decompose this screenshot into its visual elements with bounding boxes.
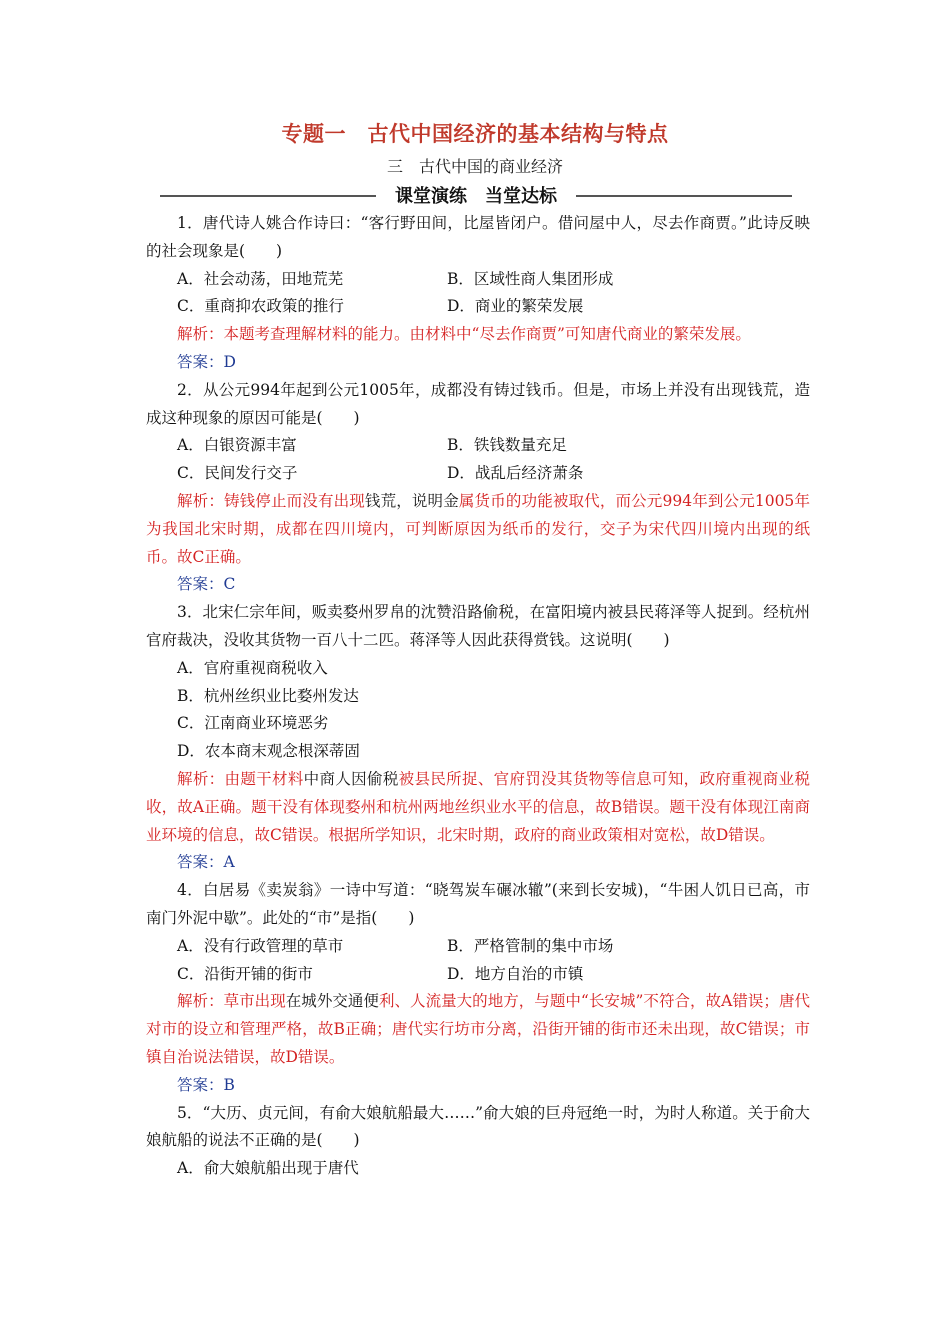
option-b: B．区域性商人集团形成 bbox=[447, 269, 614, 288]
option-row bbox=[146, 933, 810, 961]
option-c: C．沿街开铺的街市 bbox=[177, 964, 313, 983]
analysis-label: 解析： bbox=[177, 491, 224, 510]
option-row bbox=[146, 460, 810, 488]
answer-value: D bbox=[223, 352, 236, 371]
analysis-label: 解析： bbox=[177, 325, 224, 344]
analysis-text-part2: 中商人因偷税 bbox=[303, 769, 399, 788]
question-stem: 3．北宋仁宗年间，贩卖婺州罗帛的沈赞沿路偷税，在富阳境内被县民蒋泽等人捉到。经杭州官府裁决，没收其货物一百八十二匹。蒋泽等人因此获得赏钱。这说明( ) bbox=[146, 603, 810, 649]
option-c: C．重商抑农政策的推行 bbox=[177, 297, 344, 316]
analysis-text: 本题考查理解材料的能力。由材料中“尽去作商贾”可知唐代商业的繁荣发展。 bbox=[223, 325, 751, 344]
answer-value: A bbox=[223, 853, 235, 872]
analysis bbox=[146, 488, 810, 571]
answer-label: 答案： bbox=[177, 853, 224, 872]
question-stem: 5．“大历、贞元间，有俞大娘航船最大……”俞大娘的巨舟冠绝一时，为时人称道。关于俞大娘航船的说法不正确的是( ) bbox=[146, 1103, 810, 1150]
analysis-text-part2: 钱荒，说明金 bbox=[364, 491, 459, 510]
option-row bbox=[146, 1155, 810, 1183]
analysis-label: 解析： bbox=[177, 992, 224, 1011]
question-5 bbox=[146, 1100, 810, 1183]
analysis-text-part3: 属货币的功能被取代，而公元994年到公元1005年为我国北宋时期，成都在四川境内，可判断原因为纸币的发行，交子为宋代四川境内出现的纸币。故C正确。 bbox=[146, 491, 810, 566]
page-subtitle: 三 古代中国的商业经济 bbox=[386, 157, 563, 176]
question-list bbox=[146, 210, 810, 1183]
analysis-text-part1: 草市出现 bbox=[223, 992, 286, 1011]
answer bbox=[146, 571, 810, 599]
option-b: B．铁钱数量充足 bbox=[447, 436, 567, 455]
option-d: D．农本商末观念根深蒂固 bbox=[177, 742, 360, 761]
question-3 bbox=[146, 599, 810, 877]
analysis-text-part3: 被县民所捉、官府罚没其货物等信息可知，政府重视商业税收，故A正确。题干没有体现婺州和杭州两地丝织业水平的信息，故B错误。题干没有体现江南商业环境的信息，故C错误。根据所学知识，北宋时期，政府的商业政策相对宽松，故D错误。 bbox=[146, 769, 810, 844]
answer bbox=[146, 1072, 810, 1100]
question-2 bbox=[146, 377, 810, 599]
option-row bbox=[146, 683, 810, 711]
option-row bbox=[146, 293, 810, 321]
option-row bbox=[146, 432, 810, 460]
answer bbox=[146, 849, 810, 877]
answer-value: C bbox=[223, 575, 236, 594]
option-c: C．江南商业环境恶劣 bbox=[177, 714, 329, 733]
option-a: A．社会动荡，田地荒芜 bbox=[177, 269, 344, 288]
analysis-text-part1: 由题干材料 bbox=[224, 769, 304, 788]
question-1 bbox=[146, 210, 810, 377]
option-a: A．白银资源丰富 bbox=[177, 436, 297, 455]
section-banner-text: 课堂演练 当堂达标 bbox=[395, 186, 557, 207]
option-a: A．俞大娘航船出现于唐代 bbox=[177, 1159, 359, 1178]
analysis-text-part3: 利、人流量大的地方，与题中“长安城”不符合，故A错误；唐代对市的设立和管理严格，故B正确；唐代实行坊市分离，沿街开铺的街市还未出现，故C错误；市镇自治说法错误，故D错误。 bbox=[146, 992, 810, 1066]
analysis-text-part2: 在城外交通便 bbox=[285, 992, 379, 1011]
page-title: 专题一 古代中国经济的基本结构与特点 bbox=[281, 122, 669, 146]
option-row bbox=[146, 710, 810, 738]
banner-rule-right bbox=[576, 195, 792, 197]
answer bbox=[146, 349, 810, 377]
option-row bbox=[146, 738, 810, 766]
analysis-text-part1: 铸钱停止而没有出现 bbox=[223, 491, 365, 510]
question-stem: 1．唐代诗人姚合作诗曰：“客行野田间，比屋皆闭户。借问屋中人，尽去作商贾。”此诗反映的社会现象是( ) bbox=[146, 214, 810, 260]
option-row bbox=[146, 655, 810, 683]
option-row bbox=[146, 266, 810, 294]
analysis bbox=[146, 766, 810, 849]
option-a: A．官府重视商税收入 bbox=[177, 658, 328, 677]
analysis-label: 解析： bbox=[177, 769, 225, 788]
question-stem: 2．从公元994年起到公元1005年，成都没有铸过钱币。但是，市场上并没有出现钱荒，造成这种现象的原因可能是( ) bbox=[146, 380, 810, 427]
answer-label: 答案： bbox=[177, 575, 224, 594]
answer-value: B bbox=[223, 1075, 235, 1094]
option-c: C．民间发行交子 bbox=[177, 464, 298, 483]
question-stem: 4．白居易《卖炭翁》一诗中写道：“晓驾炭车碾冰辙”(来到长安城)，“牛困人饥日已高，市南门外泥中歇”。此处的“市”是指( ) bbox=[146, 881, 810, 927]
option-b: B．严格管制的集中市场 bbox=[447, 936, 614, 955]
option-a: A．没有行政管理的草市 bbox=[177, 936, 344, 955]
option-b: B．杭州丝织业比婺州发达 bbox=[177, 686, 359, 705]
option-row bbox=[146, 961, 810, 989]
section-banner bbox=[160, 182, 792, 210]
analysis bbox=[146, 321, 810, 349]
option-d: D．商业的繁荣发展 bbox=[447, 297, 584, 316]
question-4 bbox=[146, 877, 810, 1099]
analysis bbox=[146, 988, 810, 1071]
answer-label: 答案： bbox=[177, 1075, 224, 1094]
option-d: D．战乱后经济萧条 bbox=[447, 464, 584, 483]
answer-label: 答案： bbox=[177, 352, 224, 371]
option-d: D．地方自治的市镇 bbox=[447, 964, 584, 983]
